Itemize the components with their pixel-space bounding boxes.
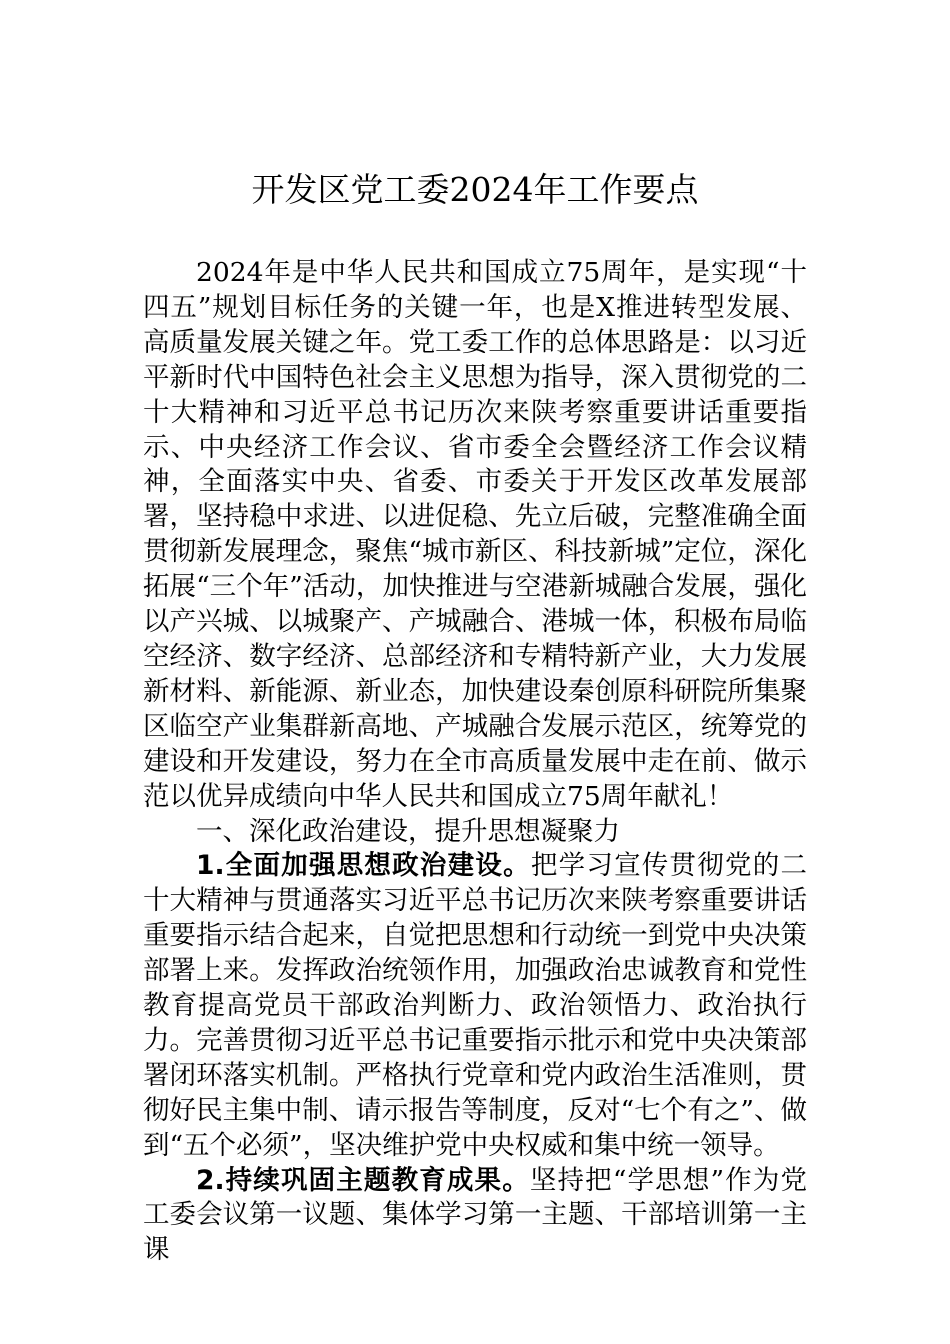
item-1-paragraph — [143, 849, 807, 1163]
item-2-paragraph — [143, 1164, 807, 1269]
item-1-text: 把学习宣传贯彻党的二十大精神与贯通落实习近平总书记历次来陕考察重要讲话重要指示结合起来，自觉把思想和行动统一到党中央决策部署上来。发挥政治统领作用，加强政治忠诚教育和党性教育提高党员干部政治判断力、政治领悟力、政治执行力。完善贯彻习近平总书记重要指示批示和党中央决策部署闭环落实机制。严格执行党章和党内政治生活准则，贯彻好民主集中制、请示报告等制度，反对“七个有之”、做到“五个必须”，坚决维护党中央权威和集中统一领导。 — [143, 850, 807, 1161]
intro-paragraph: 2024年是中华人民共和国成立75周年，是实现“十四五”规划目标任务的关键一年，也是X推进转型发展、高质量发展关键之年。党工委工作的总体思路是：以习近平新时代中国特色社会主义思想为指导，深入贯彻党的二十大精神和习近平总书记历次来陕考察重要讲话重要指示、中央经济工作会议、省市委全会暨经济工作会议精神，全面落实中央、省委、市委关于开发区改革发展部署，坚持稳中求进、以进促稳、先立后破，完整准确全面贯彻新发展理念，聚焦“城市新区、科技新城”定位，深化拓展“三个年”活动，加快推进与空港新城融合发展，强化以产兴城、以城聚产、产城融合、港城一体，积极布局临空经济、数字经济、总部经济和专精特新产业，大力发展新材料、新能源、新业态，加快建设秦创原科研院所集聚区临空产业集群新高地、产城融合发展示范区，统筹党的建设和开发建设，努力在全市高质量发展中走在前、做示范以优异成绩向中华人民共和国成立75周年献礼！ — [143, 257, 807, 812]
document-page — [143, 160, 807, 1268]
section-heading-1: 一、深化政治建设，提升思想凝聚力 — [196, 815, 620, 847]
item-2-text: 坚持把“学思想”作为党工委会议第一议题、集体学习第一主题、干部培训第一主课 — [143, 1164, 807, 1266]
item-2-lead: 2.持续巩固主题教育成果。 — [196, 1164, 530, 1196]
item-1-lead: 1.全面加强思想政治建设。 — [196, 850, 531, 882]
document-title: 开发区党工委2024年工作要点 — [251, 170, 699, 209]
